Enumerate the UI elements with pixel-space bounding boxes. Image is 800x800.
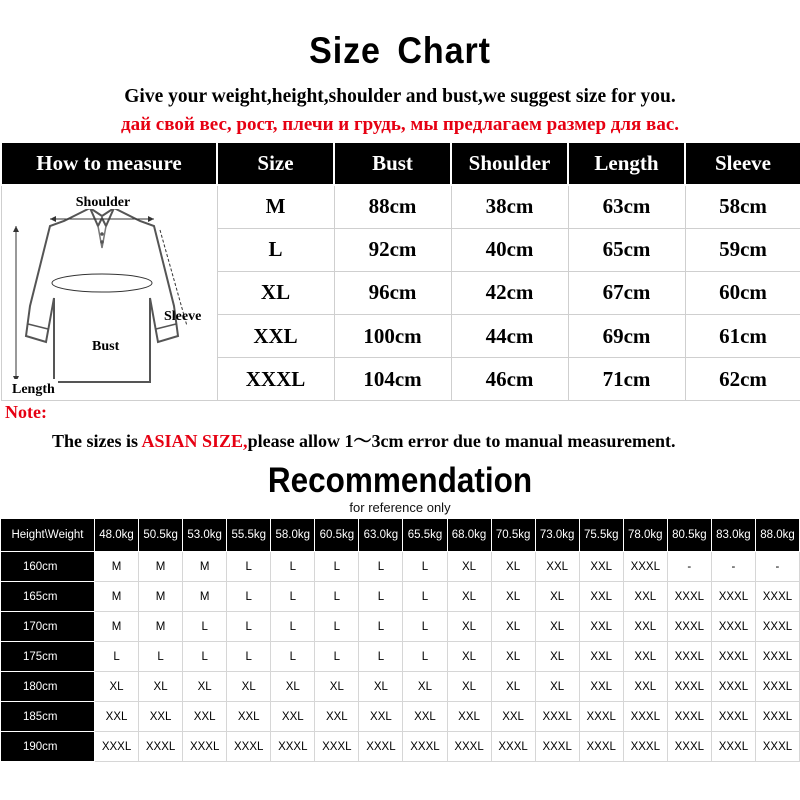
instruction-english: Give your weight,height,shoulder and bust,we suggest size for you. [124, 86, 676, 107]
weight-header: 68.0kg [447, 519, 491, 552]
bust-value: 88cm [334, 185, 451, 228]
recommended-size: XXXL [667, 672, 711, 702]
length-value: 63cm [568, 185, 685, 228]
sleeve-value: 62cm [685, 358, 800, 401]
length-label: Length [11, 382, 55, 397]
recommended-size: XXL [623, 672, 667, 702]
recommended-size: XL [271, 672, 315, 702]
recommended-size: XL [447, 672, 491, 702]
recommended-size: L [227, 612, 271, 642]
recommended-size: L [403, 582, 447, 612]
weight-header: 60.5kg [315, 519, 359, 552]
recommended-size: XXL [139, 702, 183, 732]
recommended-size: XXXL [711, 582, 755, 612]
height-label: 170cm [1, 612, 95, 642]
recommendation-title: Recommendation [267, 461, 533, 500]
recommended-size: XXXL [579, 732, 623, 762]
recommended-size: XXL [447, 702, 491, 732]
recommended-size: L [403, 612, 447, 642]
height-label: 190cm [1, 732, 95, 762]
recommended-size: L [403, 642, 447, 672]
bust-value: 104cm [334, 358, 451, 401]
recommended-size: XL [535, 612, 579, 642]
recommended-size: L [359, 552, 403, 582]
recommended-size: XXL [535, 552, 579, 582]
recommended-size: XXL [579, 552, 623, 582]
recommendation-row [1, 642, 800, 672]
height-label: 165cm [1, 582, 95, 612]
note-text: The sizes is ASIAN SIZE,please allow 1～3cm error due to manual measurement. [52, 431, 676, 451]
recommended-size: XXL [623, 642, 667, 672]
weight-header: 55.5kg [227, 519, 271, 552]
recommended-size: L [315, 612, 359, 642]
shoulder-value: 42cm [451, 271, 568, 314]
recommended-size: L [271, 612, 315, 642]
height-weight-corner: Height\Weight [1, 519, 95, 552]
recommended-size: XXXL [755, 732, 799, 762]
page-title: Size Chart [309, 30, 491, 71]
recommended-size: XXL [359, 702, 403, 732]
recommended-size: XL [183, 672, 227, 702]
placket-shape [98, 226, 106, 248]
size-value: XXXL [217, 358, 334, 401]
size-value: XL [217, 271, 334, 314]
size-value: XXL [217, 315, 334, 358]
recommended-size: XXL [579, 582, 623, 612]
shoulder-value: 40cm [451, 228, 568, 271]
weight-header: 58.0kg [271, 519, 315, 552]
button-dot [100, 240, 104, 244]
recommended-size: XL [535, 582, 579, 612]
recommended-size: XL [359, 672, 403, 702]
recommended-size: XXL [183, 702, 227, 732]
recommendation-row [1, 552, 800, 582]
recommended-size: XXXL [711, 642, 755, 672]
recommended-size: XXXL [711, 672, 755, 702]
recommended-size: XL [491, 552, 535, 582]
recommended-size: M [183, 552, 227, 582]
recommended-size: XL [535, 672, 579, 702]
recommended-size: XXXL [711, 732, 755, 762]
recommended-size: - [711, 552, 755, 582]
recommendation-row [1, 672, 800, 702]
recommended-size: XXL [403, 702, 447, 732]
recommended-size: M [139, 552, 183, 582]
shoulder-value: 38cm [451, 185, 568, 228]
recommended-size: XXXL [315, 732, 359, 762]
weight-header: 65.5kg [403, 519, 447, 552]
sleeve-value: 59cm [685, 228, 800, 271]
recommended-size: XL [535, 642, 579, 672]
recommended-size: M [139, 582, 183, 612]
recommended-size: XXXL [755, 672, 799, 702]
height-label: 175cm [1, 642, 95, 672]
recommended-size: XXXL [711, 702, 755, 732]
polo-shirt-measure-icon [2, 186, 218, 400]
length-value: 69cm [568, 315, 685, 358]
size-value: M [217, 185, 334, 228]
weight-header: 75.5kg [579, 519, 623, 552]
recommended-size: XXL [579, 672, 623, 702]
header-length: Length [568, 142, 685, 185]
recommended-size: XXL [623, 612, 667, 642]
recommended-size: XXXL [667, 702, 711, 732]
weight-header: 70.5kg [491, 519, 535, 552]
recommended-size: XXL [579, 642, 623, 672]
recommended-size: XXXL [227, 732, 271, 762]
header-bust: Bust [334, 142, 451, 185]
weight-header: 80.5kg [667, 519, 711, 552]
recommended-size: M [139, 612, 183, 642]
recommended-size: XXXL [447, 732, 491, 762]
height-label: 180cm [1, 672, 95, 702]
recommended-size: XL [491, 582, 535, 612]
recommended-size: XXXL [623, 702, 667, 732]
length-value: 65cm [568, 228, 685, 271]
recommended-size: M [95, 612, 139, 642]
recommended-size: XXXL [535, 702, 579, 732]
size-chart-table [0, 141, 800, 401]
recommended-size: L [271, 642, 315, 672]
recommended-size: XXL [95, 702, 139, 732]
recommended-size: XL [447, 552, 491, 582]
recommended-size: L [359, 582, 403, 612]
shoulder-value: 44cm [451, 315, 568, 358]
header-how-to-measure: How to measure [1, 142, 217, 185]
sleeve-label: Sleeve [163, 309, 201, 324]
measure-figure [1, 185, 217, 401]
recommended-size: M [95, 552, 139, 582]
cuff-line [28, 324, 48, 329]
size-row [1, 185, 800, 228]
recommended-size: L [271, 552, 315, 582]
recommended-size: XXXL [755, 702, 799, 732]
recommended-size: L [315, 642, 359, 672]
recommended-size: XL [315, 672, 359, 702]
header-shoulder: Shoulder [451, 142, 568, 185]
recommended-size: XXXL [755, 642, 799, 672]
note-label: Note: [5, 402, 47, 422]
asian-size-highlight: ASIAN SIZE, [141, 431, 248, 451]
recommended-size: XL [139, 672, 183, 702]
recommended-size: XXXL [667, 582, 711, 612]
recommended-size: L [359, 642, 403, 672]
weight-header: 53.0kg [183, 519, 227, 552]
weight-header: 78.0kg [623, 519, 667, 552]
weight-header: 63.0kg [359, 519, 403, 552]
recommended-size: XXXL [359, 732, 403, 762]
recommended-size: XXXL [403, 732, 447, 762]
header-sleeve: Sleeve [685, 142, 800, 185]
recommended-size: XXXL [623, 552, 667, 582]
recommended-size: XXXL [95, 732, 139, 762]
recommended-size: XXXL [535, 732, 579, 762]
recommended-size: XXL [227, 702, 271, 732]
recommended-size: XXL [623, 582, 667, 612]
recommended-size: XXXL [667, 612, 711, 642]
recommended-size: XXXL [491, 732, 535, 762]
recommended-size: XXL [491, 702, 535, 732]
length-value: 67cm [568, 271, 685, 314]
recommended-size: L [95, 642, 139, 672]
weight-header: 73.0kg [535, 519, 579, 552]
recommended-size: L [271, 582, 315, 612]
header-size: Size [217, 142, 334, 185]
recommended-size: XL [403, 672, 447, 702]
weight-header: 48.0kg [95, 519, 139, 552]
recommended-size: XL [491, 642, 535, 672]
button-dot [100, 232, 104, 236]
size-value: L [217, 228, 334, 271]
size-chart-header-row [1, 142, 800, 185]
bust-label: Bust [91, 339, 119, 354]
sleeve-value: 61cm [685, 315, 800, 358]
recommended-size: XXXL [183, 732, 227, 762]
recommended-size: XXL [315, 702, 359, 732]
recommended-size: XL [95, 672, 139, 702]
recommendation-header-row [1, 519, 800, 552]
recommended-size: XL [227, 672, 271, 702]
height-label: 185cm [1, 702, 95, 732]
recommended-size: L [227, 582, 271, 612]
sleeve-value: 60cm [685, 271, 800, 314]
recommendation-row [1, 732, 800, 762]
height-label: 160cm [1, 552, 95, 582]
recommendation-table [0, 518, 800, 762]
recommended-size: XXL [271, 702, 315, 732]
recommended-size: XXXL [623, 732, 667, 762]
recommended-size: - [667, 552, 711, 582]
recommended-size: XL [491, 612, 535, 642]
recommended-size: L [315, 552, 359, 582]
weight-header: 50.5kg [139, 519, 183, 552]
recommendation-row [1, 702, 800, 732]
recommended-size: XXXL [139, 732, 183, 762]
cuff-line [156, 324, 176, 329]
bust-value: 100cm [334, 315, 451, 358]
weight-header: 88.0kg [755, 519, 799, 552]
recommended-size: L [227, 642, 271, 672]
recommended-size: XL [491, 672, 535, 702]
bust-value: 92cm [334, 228, 451, 271]
recommended-size: XXXL [271, 732, 315, 762]
recommended-size: XXXL [755, 612, 799, 642]
instruction-russian: дай свой вес, рост, плечи и грудь, мы предлагаем размер для вас. [120, 114, 680, 135]
recommended-size: - [755, 552, 799, 582]
weight-header: 83.0kg [711, 519, 755, 552]
recommended-size: L [227, 552, 271, 582]
recommended-size: M [183, 582, 227, 612]
recommended-size: L [183, 612, 227, 642]
recommended-size: XXXL [711, 612, 755, 642]
recommended-size: L [359, 612, 403, 642]
recommended-size: XXXL [579, 702, 623, 732]
recommendation-subtitle: for reference only [349, 500, 451, 515]
shoulder-value: 46cm [451, 358, 568, 401]
recommended-size: XL [447, 582, 491, 612]
recommended-size: XXXL [667, 642, 711, 672]
recommended-size: L [315, 582, 359, 612]
recommendation-row [1, 612, 800, 642]
bust-value: 96cm [334, 271, 451, 314]
recommended-size: XXL [579, 612, 623, 642]
recommended-size: L [403, 552, 447, 582]
recommended-size: XXXL [667, 732, 711, 762]
sleeve-value: 58cm [685, 185, 800, 228]
recommended-size: XL [447, 612, 491, 642]
recommended-size: L [183, 642, 227, 672]
recommended-size: XXXL [755, 582, 799, 612]
recommendation-row [1, 582, 800, 612]
length-value: 71cm [568, 358, 685, 401]
bust-ellipse [52, 274, 152, 292]
recommended-size: L [139, 642, 183, 672]
recommended-size: M [95, 582, 139, 612]
recommended-size: XL [447, 642, 491, 672]
shoulder-label: Shoulder [75, 195, 130, 210]
